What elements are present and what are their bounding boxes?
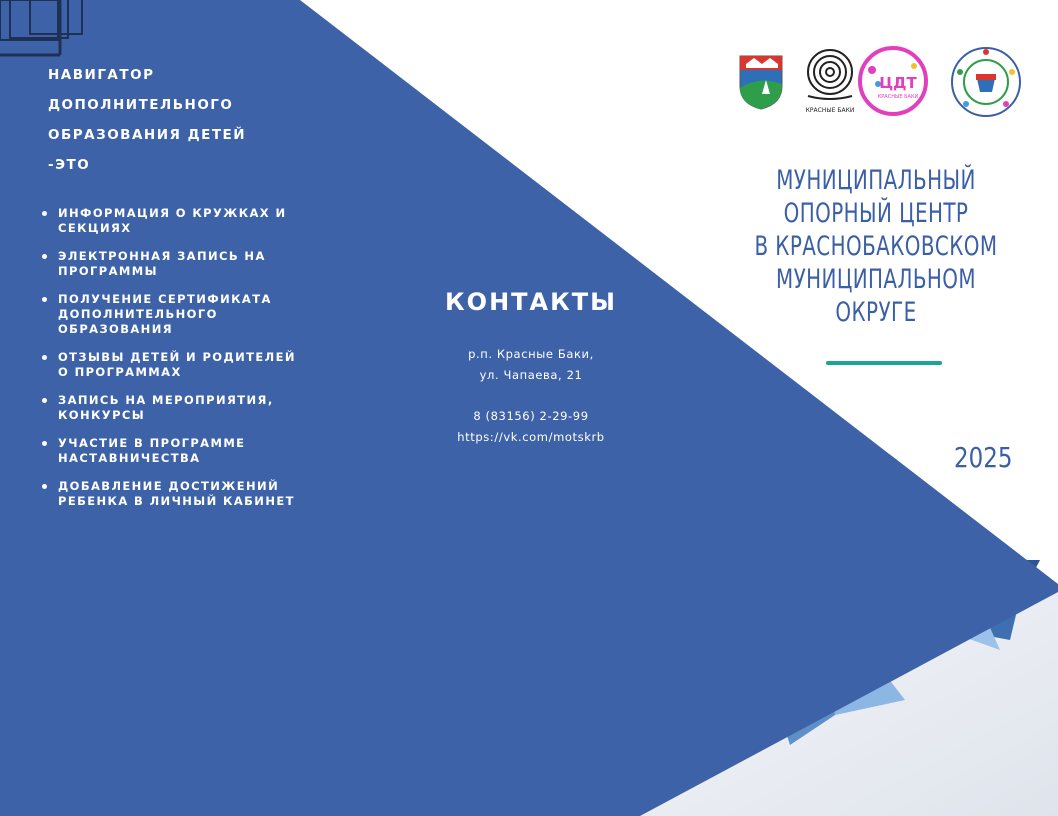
heading-line: ОБРАЗОВАНИЯ ДЕТЕЙ — [48, 127, 247, 143]
bullet-icon — [42, 484, 47, 489]
feature-list — [40, 206, 330, 509]
svg-text:КРАСНЫЕ БАКИ: КРАСНЫЕ БАКИ — [805, 107, 855, 114]
list-item — [40, 393, 303, 423]
title-line: МУНИЦИПАЛЬНЫЙ — [776, 165, 976, 196]
title-line: ОПОРНЫЙ ЦЕНТР — [783, 198, 969, 229]
phone-number: 8 (83156) 2-29-99 — [473, 409, 589, 423]
svg-text:ЦДТ: ЦДТ — [879, 74, 917, 92]
heading-line: ДОПОЛНИТЕЛЬНОГО — [48, 97, 234, 113]
navigator-heading — [40, 60, 330, 180]
feature-text: ЗАПИСЬ НА МЕРОПРИЯТИЯ, КОНКУРСЫ — [58, 393, 274, 422]
feature-text: ОТЗЫВЫ ДЕТЕЙ И РОДИТЕЛЕЙ О ПРОГРАММАХ — [58, 350, 296, 379]
list-item — [40, 292, 303, 337]
feature-text: ИНФОРМАЦИЯ О КРУЖКАХ И СЕКЦИЯХ — [58, 206, 287, 235]
contacts-section — [400, 288, 662, 448]
title-line: ОКРУГЕ — [835, 297, 917, 328]
tree-rings-icon — [802, 46, 858, 116]
heading-line: НАВИГАТОР — [48, 67, 155, 83]
moc-badge-icon — [948, 44, 1024, 120]
bullet-icon — [42, 441, 47, 446]
logo-row — [730, 44, 1030, 124]
address-line: ул. Чапаева, 21 — [479, 368, 583, 382]
shield-icon — [738, 54, 784, 110]
bullet-icon — [42, 254, 47, 259]
center-title — [750, 164, 1003, 329]
feature-text: ЭЛЕКТРОННАЯ ЗАПИСЬ НА ПРОГРАММЫ — [58, 249, 266, 278]
cdt-circle-icon — [856, 44, 930, 118]
left-panel — [40, 60, 330, 522]
list-item — [40, 436, 303, 466]
heading-line: -ЭТО — [48, 157, 91, 173]
address-line: р.п. Красные Баки, — [468, 347, 594, 361]
year-label: 2025 — [954, 441, 1013, 474]
title-line: В КРАСНОБАКОВСКОМ — [754, 231, 998, 262]
bullet-icon — [42, 355, 47, 360]
title-line: МУНИЦИПАЛЬНОМ — [775, 264, 977, 295]
bullet-icon — [42, 398, 47, 403]
contacts-title: КОНТАКТЫ — [445, 288, 617, 316]
vk-link[interactable]: https://vk.com/motskrb — [457, 430, 605, 444]
svg-text:КРАСНЫЕ БАКИ: КРАСНЫЕ БАКИ — [877, 94, 919, 100]
feature-text: УЧАСТИЕ В ПРОГРАММЕ НАСТАВНИЧЕСТВА — [58, 436, 246, 465]
feature-text: ДОБАВЛЕНИЕ ДОСТИЖЕНИЙ РЕБЕНКА В ЛИЧНЫЙ КАБИНЕТ — [58, 479, 295, 508]
list-item — [40, 249, 303, 279]
list-item — [40, 350, 303, 380]
corner-squares-decoration — [0, 0, 90, 60]
list-item — [40, 479, 303, 509]
feature-text: ПОЛУЧЕНИЕ СЕРТИФИКАТА ДОПОЛНИТЕЛЬНОГО ОБРАЗОВАНИЯ — [58, 292, 272, 336]
list-item — [40, 206, 303, 236]
bullet-icon — [42, 297, 47, 302]
accent-divider — [826, 361, 942, 365]
bullet-icon — [42, 211, 47, 216]
